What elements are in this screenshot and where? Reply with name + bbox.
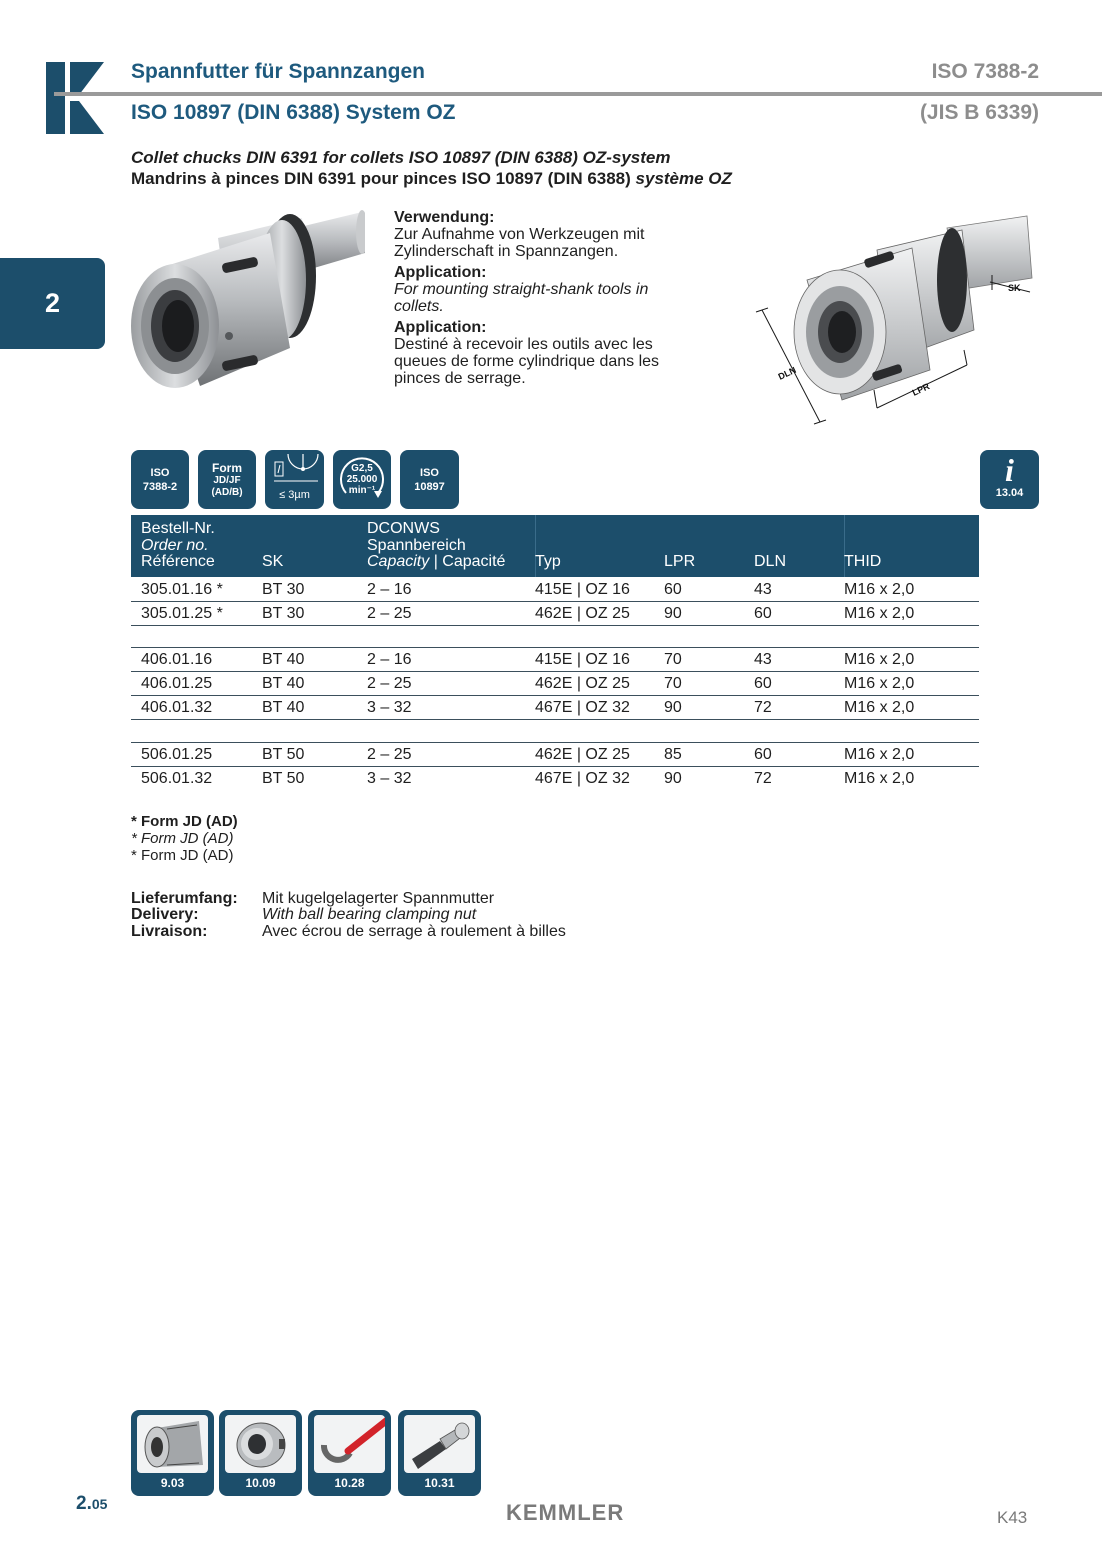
col-order xyxy=(141,521,215,571)
cell-order: 506.01.32 xyxy=(141,770,213,787)
table-row xyxy=(131,648,979,672)
badge-text: ≤ 3µm xyxy=(279,489,310,501)
cell-thid: M16 x 2,0 xyxy=(844,770,915,787)
badge-text: 10897 xyxy=(414,480,445,493)
footnote-french: * Form JD (AD) xyxy=(131,847,234,864)
cell-typ: 467E | OZ 32 xyxy=(535,770,630,787)
footnote-german: * Form JD (AD) xyxy=(131,813,238,830)
cell-thid: M16 x 2,0 xyxy=(844,699,915,716)
col-lpr: LPR xyxy=(664,553,696,570)
accessory-ref: 9.03 xyxy=(160,1476,185,1490)
cell-lpr: 70 xyxy=(664,675,682,692)
col-sk: SK xyxy=(262,553,284,570)
badge-text: min⁻¹ xyxy=(348,485,376,496)
accessory-clamping-nut[interactable] xyxy=(219,1410,302,1496)
standard-label: ISO 7388-2 xyxy=(931,60,1039,83)
cell-thid: M16 x 2,0 xyxy=(844,651,915,668)
cell-thid: M16 x 2,0 xyxy=(844,746,915,763)
cell-sk: BT 30 xyxy=(262,581,305,598)
col-range-sep: | xyxy=(429,553,443,570)
cell-typ: 415E | OZ 16 xyxy=(535,651,630,668)
cell-sk: BT 40 xyxy=(262,675,305,692)
cell-lpr: 90 xyxy=(664,699,682,716)
col-dln: DLN xyxy=(754,553,787,570)
chapter-tab[interactable]: 2 xyxy=(0,258,105,349)
usage-french-line: Destiné à recevoir les outils avec les xyxy=(394,336,653,353)
cell-sk: BT 50 xyxy=(262,746,305,763)
table-header xyxy=(131,515,979,577)
cell-thid: M16 x 2,0 xyxy=(844,675,915,692)
cell-typ: 462E | OZ 25 xyxy=(535,675,630,692)
usage-french xyxy=(394,319,659,387)
cell-dln: 60 xyxy=(754,746,772,763)
cell-range: 3 – 32 xyxy=(367,770,412,787)
accessory-ref: 10.28 xyxy=(334,1476,365,1490)
cell-thid: M16 x 2,0 xyxy=(844,605,915,622)
info-icon: i xyxy=(1005,452,1014,488)
cell-dln: 72 xyxy=(754,770,772,787)
product-photo xyxy=(130,208,365,393)
delivery-label-de: Lieferumfang: xyxy=(131,890,238,907)
usage-french-line: pinces de serrage. xyxy=(394,370,526,387)
cell-dln: 60 xyxy=(754,675,772,692)
accessory-ref: 10.31 xyxy=(424,1476,455,1490)
badge-iso-7388-2 xyxy=(131,450,189,509)
cell-sk: BT 50 xyxy=(262,770,305,787)
badge-balance xyxy=(333,450,391,509)
col-order-en: Order no. xyxy=(141,536,209,554)
cell-lpr: 90 xyxy=(664,770,682,787)
cell-dln: 60 xyxy=(754,605,772,622)
badge-text: 7388-2 xyxy=(142,480,178,493)
cell-lpr: 70 xyxy=(664,651,682,668)
table-row xyxy=(131,602,979,626)
technical-drawing xyxy=(752,210,1042,430)
delivery-value-fr: Avec écrou de serrage à roulement à billes xyxy=(262,923,566,940)
cell-dln: 43 xyxy=(754,651,772,668)
pull-stud-icon xyxy=(404,1415,475,1473)
collet-icon xyxy=(137,1415,208,1473)
page-number-major: 2. xyxy=(76,1493,92,1514)
badge-text: JD/JF xyxy=(213,474,241,486)
page-number xyxy=(76,1493,107,1515)
page-code: K43 xyxy=(997,1508,1028,1527)
subtitle-french-regular: Mandrins à pinces DIN 6391 pour pinces ISO 10897 (DIN 6388) xyxy=(131,169,636,188)
cell-typ: 467E | OZ 32 xyxy=(535,699,630,716)
usage-french-heading: Application: xyxy=(394,319,487,336)
subtitle-french xyxy=(131,169,732,189)
cell-lpr: 85 xyxy=(664,746,682,763)
cell-range: 2 – 25 xyxy=(367,605,412,622)
col-thid: THID xyxy=(844,553,882,570)
table-row xyxy=(131,743,979,767)
accessory-ref: 10.09 xyxy=(245,1476,276,1490)
usage-german-line: Zur Aufnahme von Werkzeugen mit xyxy=(394,226,645,243)
cell-order: 406.01.16 xyxy=(141,651,213,668)
badge-iso-10897 xyxy=(400,450,459,509)
usage-german-line: Zylinderschaft in Spannzangen. xyxy=(394,243,619,260)
cell-range: 3 – 32 xyxy=(367,699,412,716)
table-row xyxy=(131,672,979,696)
drawing-label-lpr: LPR xyxy=(910,381,932,398)
cell-range: 2 – 16 xyxy=(367,581,412,598)
col-range-fr: Capacité xyxy=(442,553,506,570)
cell-typ: 462E | OZ 25 xyxy=(535,605,630,622)
usage-french-line: queues de forme cylindrique dans les xyxy=(394,353,660,370)
col-dconws: DCONWS xyxy=(367,520,440,537)
header-rule xyxy=(54,92,1102,96)
cell-range: 2 – 25 xyxy=(367,746,412,763)
cell-range: 2 – 16 xyxy=(367,651,412,668)
cell-order: 406.01.25 xyxy=(141,675,213,692)
table-row xyxy=(131,696,979,720)
usage-english xyxy=(394,264,648,315)
clamping-nut-icon xyxy=(225,1415,296,1473)
badge-text: Form xyxy=(212,460,242,475)
wrench-icon xyxy=(314,1415,385,1473)
usage-german xyxy=(394,209,645,260)
badge-form xyxy=(198,450,256,509)
cell-dln: 72 xyxy=(754,699,772,716)
table-row xyxy=(131,578,979,602)
badge-runout xyxy=(265,450,324,509)
cell-sk: BT 30 xyxy=(262,605,305,622)
cell-sk: BT 40 xyxy=(262,699,305,716)
delivery-label-fr: Livraison: xyxy=(131,923,208,940)
col-range xyxy=(367,521,505,571)
cell-dln: 43 xyxy=(754,581,772,598)
subtitle-french-italic: système OZ xyxy=(635,169,732,188)
col-range-en-fr xyxy=(367,554,505,571)
cell-sk: BT 40 xyxy=(262,651,305,668)
accessory-collet[interactable] xyxy=(131,1410,214,1496)
page-number-minor: 05 xyxy=(91,1496,108,1512)
delivery-value-de: Mit kugelgelagerter Spannmutter xyxy=(262,890,495,907)
col-order-de: Bestell-Nr. xyxy=(141,520,215,537)
brand-name: KEMMLER xyxy=(506,1500,625,1525)
drawing-label-dln: DLN xyxy=(776,364,798,382)
badge-text: ISO xyxy=(150,466,170,479)
footnote-english: * Form JD (AD) xyxy=(131,830,234,847)
usage-english-heading: Application: xyxy=(394,264,487,281)
info-badge[interactable] xyxy=(980,450,1039,509)
rotation-icon xyxy=(336,453,388,505)
cell-range: 2 – 25 xyxy=(367,675,412,692)
cell-typ: 462E | OZ 25 xyxy=(535,746,630,763)
jis-standard-label: (JIS B 6339) xyxy=(919,101,1039,124)
page-title: Spannfutter für Spannzangen xyxy=(131,60,425,83)
accessory-pull-stud[interactable] xyxy=(398,1410,481,1496)
cell-order: 406.01.32 xyxy=(141,699,213,716)
badge-text: ISO xyxy=(420,466,439,479)
badge-text: 25.000 xyxy=(346,474,378,485)
cell-typ: 415E | OZ 16 xyxy=(535,581,630,598)
cell-order: 305.01.25 * xyxy=(141,605,223,622)
col-range-de: Spannbereich xyxy=(367,536,466,554)
usage-english-line: For mounting straight-shank tools in xyxy=(394,281,649,298)
accessory-wrench[interactable] xyxy=(308,1410,391,1496)
delivery-value-en: With ball bearing clamping nut xyxy=(262,906,477,923)
cell-order: 506.01.25 xyxy=(141,746,213,763)
cell-lpr: 90 xyxy=(664,605,682,622)
page-subtitle: ISO 10897 (DIN 6388) System OZ xyxy=(131,101,456,124)
usage-german-heading: Verwendung: xyxy=(394,209,495,226)
table-row xyxy=(131,767,979,791)
col-typ: Typ xyxy=(535,553,561,570)
col-range-en: Capacity xyxy=(367,553,430,570)
badge-text: G2,5 xyxy=(351,463,373,474)
cell-thid: M16 x 2,0 xyxy=(844,581,915,598)
usage-english-line: collets. xyxy=(394,298,444,315)
drawing-label-sk: SK xyxy=(1008,283,1021,293)
col-order-fr: Référence xyxy=(141,553,215,570)
cell-lpr: 60 xyxy=(664,581,682,598)
delivery-label-en: Delivery: xyxy=(131,906,199,923)
subtitle-english: Collet chucks DIN 6391 for collets ISO 10897 (DIN 6388) OZ-system xyxy=(131,148,671,167)
info-page-ref: 13.04 xyxy=(995,487,1024,499)
runout-gauge-icon xyxy=(270,452,320,484)
kemmler-logo xyxy=(46,62,106,134)
cell-order: 305.01.16 * xyxy=(141,581,223,598)
badge-text: (AD/B) xyxy=(211,486,243,498)
